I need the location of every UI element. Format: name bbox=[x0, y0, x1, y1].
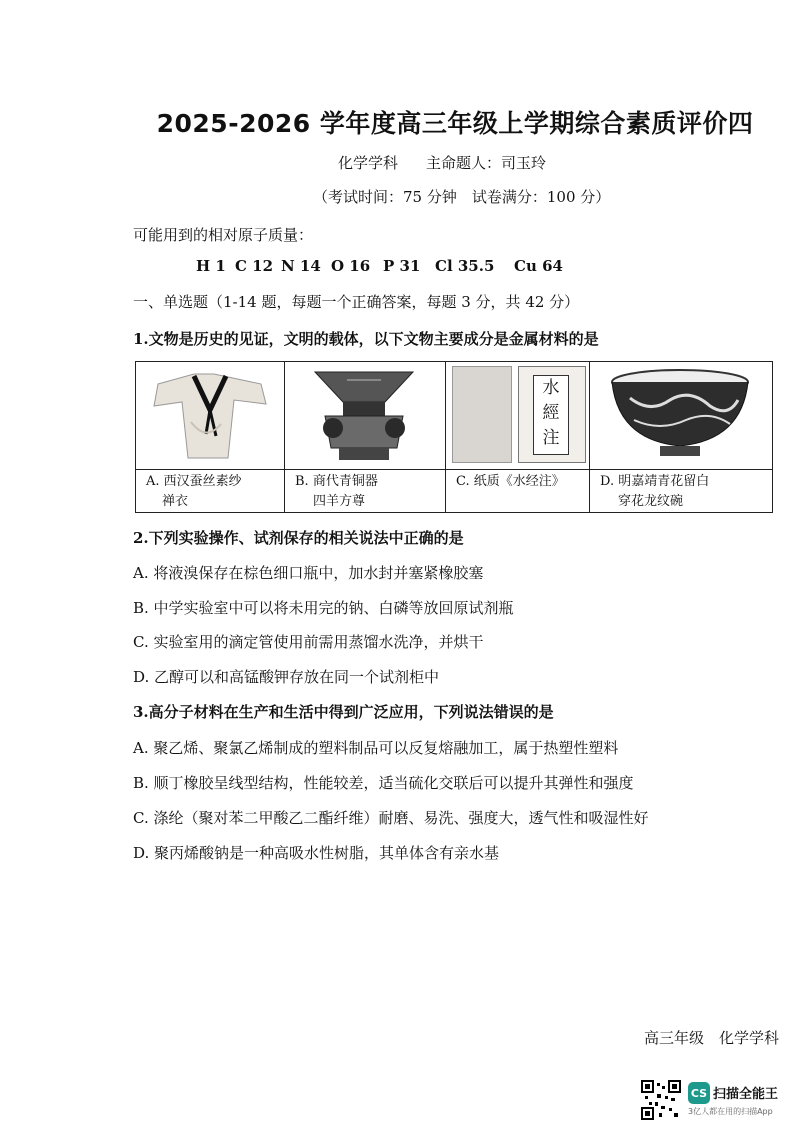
camscanner-logo-icon: CS bbox=[688, 1082, 710, 1104]
subtitle bbox=[338, 152, 546, 173]
relic-b-caption: B. 商代青铜器 四羊方尊 bbox=[285, 470, 446, 513]
question-2-option-b: B. 中学实验室中可以将未用完的钠、白磷等放回原试剂瓶 bbox=[133, 599, 514, 617]
relic-b-image bbox=[285, 362, 446, 470]
exam-info: （考试时间：75 分钟 试卷满分：100 分） bbox=[313, 188, 611, 206]
page-title: 2025-2026 学年度高三年级上学期综合素质评价四 bbox=[156, 109, 754, 138]
relic-c-caption: C. 纸质《水经注》 bbox=[446, 470, 590, 513]
subject-label: 化学学科 bbox=[338, 154, 399, 172]
page-footer: 高三年级 化学学科 bbox=[644, 1029, 780, 1047]
book-cover bbox=[518, 366, 586, 463]
atomic-mass-item: Cl 35.5 bbox=[435, 257, 495, 275]
atomic-mass-list bbox=[196, 257, 563, 275]
relic-d-image bbox=[590, 362, 773, 470]
relic-c-image bbox=[446, 362, 590, 470]
atomic-mass-label: 可能用到的相对原子质量： bbox=[133, 226, 314, 244]
question-2-option-d: D. 乙醇可以和高锰酸钾存放在同一个试剂柜中 bbox=[133, 668, 440, 686]
question-3-stem: 3.高分子材料在生产和生活中得到广泛应用，下列说法错误的是 bbox=[133, 703, 554, 721]
question-3-option-d: D. 聚丙烯酸钠是一种高吸水性树脂，其单体含有亲水基 bbox=[133, 844, 500, 862]
scanner-tagline: 3亿人都在用的扫描App bbox=[688, 1107, 773, 1116]
atomic-mass-item: C 12 bbox=[235, 257, 274, 275]
relic-a-image bbox=[136, 362, 285, 470]
section-heading: 一、单选题（1-14 题，每题一个正确答案，每题 3 分，共 42 分） bbox=[133, 293, 580, 311]
relics-table bbox=[135, 361, 773, 513]
atomic-mass-item: P 31 bbox=[383, 257, 421, 275]
author-label: 主命题人：司玉玲 bbox=[426, 154, 547, 172]
question-3-option-b: B. 顺丁橡胶呈线型结构，性能较差，适当硫化交联后可以提升其弹性和强度 bbox=[133, 774, 634, 792]
question-1-stem: 1.文物是历史的见证，文明的载体，以下文物主要成分是金属材料的是 bbox=[133, 330, 599, 348]
question-2-option-c: C. 实验室用的滴定管使用前需用蒸馏水洗净，并烘干 bbox=[133, 633, 484, 651]
book-title-label: 水 經 注 bbox=[533, 375, 569, 455]
question-3-option-c: C. 涤纶（聚对苯二甲酸乙二酯纤维）耐磨、易洗、强度大，透气性和吸湿性好 bbox=[133, 809, 649, 827]
relic-d-caption: D. 明嘉靖青花留白 穿花龙纹碗 bbox=[590, 470, 773, 513]
question-3-option-a: A. 聚乙烯、聚氯乙烯制成的塑料制品可以反复熔融加工，属于热塑性塑料 bbox=[133, 739, 619, 757]
question-2-stem: 2.下列实验操作、试剂保存的相关说法中正确的是 bbox=[133, 529, 464, 547]
bronze-vessel-icon bbox=[285, 362, 444, 465]
qr-code-icon bbox=[641, 1080, 681, 1120]
atomic-mass-item: N 14 bbox=[281, 257, 321, 275]
relic-a-caption: A. 西汉蚕丝素纱 禅衣 bbox=[136, 470, 285, 513]
scanner-app-name: 扫描全能王 bbox=[713, 1087, 779, 1102]
atomic-mass-item: Cu 64 bbox=[514, 257, 563, 275]
question-2-option-a: A. 将液溴保存在棕色细口瓶中，加水封并塞紧橡胶塞 bbox=[133, 564, 484, 582]
atomic-mass-item: H 1 bbox=[196, 257, 226, 275]
book-page bbox=[452, 366, 512, 463]
porcelain-bowl-icon bbox=[590, 362, 771, 465]
silk-robe-icon bbox=[136, 362, 283, 465]
atomic-mass-item: O 16 bbox=[331, 257, 371, 275]
